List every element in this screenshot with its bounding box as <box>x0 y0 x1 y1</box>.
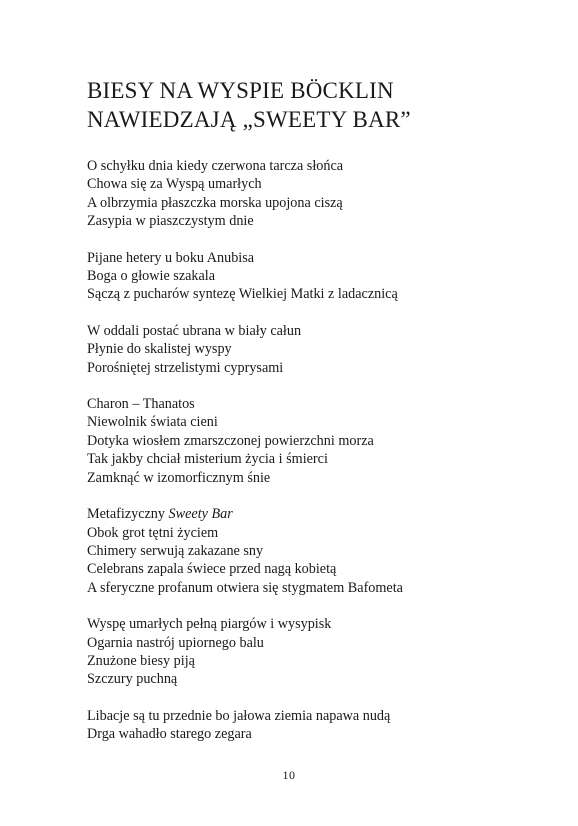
verse-line: Drga wahadło starego zegara <box>87 726 252 743</box>
verse-line: Dotyka wiosłem zmarszczonej powierzchni morza <box>87 432 374 449</box>
verse-line: O schyłku dnia kiedy czerwona tarcza słońca <box>87 158 344 174</box>
stanza-4 <box>87 395 527 487</box>
stanza-7 <box>87 707 527 744</box>
verse-line: Charon – Thanatos <box>87 396 195 413</box>
verse-line: Zasypia w piaszczystym dnie <box>87 213 254 230</box>
verse-line: Niewolnik świata cieni <box>87 414 218 431</box>
verse-line: Szczury puchną <box>87 671 178 688</box>
stanza-3 <box>87 322 527 377</box>
verse-line: A sferyczne profanum otwiera się stygmatem Bafometa <box>87 579 403 596</box>
stanza-5 <box>87 505 527 597</box>
poem-page <box>87 76 527 762</box>
verse-line <box>87 505 527 523</box>
verse-line: Tak jakby chciał misterium życia i śmierci <box>87 451 328 468</box>
verse-line: Celebrans zapala świece przed nagą kobietą <box>87 561 337 578</box>
stanza-2 <box>87 249 527 304</box>
verse-line: Porośniętej strzelistymi cyprysami <box>87 359 284 376</box>
verse-line: Obok grot tętni życiem <box>87 524 219 541</box>
verse-line: Chowa się za Wyspą umarłych <box>87 176 262 193</box>
verse-line: Libacje są tu przednie bo jałowa ziemia napawa nudą <box>87 707 391 724</box>
verse-line: Płynie do skalistej wyspy <box>87 341 232 358</box>
page-number: 10 <box>282 768 296 782</box>
poem-title-line-1: BIESY NA WYSPIE BÖCKLIN <box>87 78 394 103</box>
verse-line: Ogarnia nastrój upiornego balu <box>87 634 264 651</box>
verse-line: Pijane hetery u boku Anubisa <box>87 249 255 266</box>
stanza-1 <box>87 157 527 231</box>
verse-line: Boga o głowie szakala <box>87 268 216 285</box>
verse-line: Zamknąć w izomorficznym śnie <box>87 469 271 486</box>
stanza-6 <box>87 615 527 689</box>
verse-line: W oddali postać ubrana w biały całun <box>87 322 302 339</box>
verse-line: Wyspę umarłych pełną piargów i wysypisk <box>87 616 332 633</box>
verse-line: Chimery serwują zakazane sny <box>87 542 264 559</box>
verse-line-italic-name: Sweety Bar <box>168 506 233 523</box>
verse-line: Znużone biesy piją <box>87 652 195 669</box>
verse-line: Sączą z pucharów syntezę Wielkiej Matki z ladacznicą <box>87 286 398 303</box>
poem-title <box>87 76 527 134</box>
poem-title-line-2: NAWIEDZAJĄ „SWEETY BAR” <box>87 107 411 132</box>
verse-line: A olbrzymia płaszczka morska upojona ciszą <box>87 194 343 211</box>
verse-line-prefix: Metafizyczny <box>87 506 169 523</box>
